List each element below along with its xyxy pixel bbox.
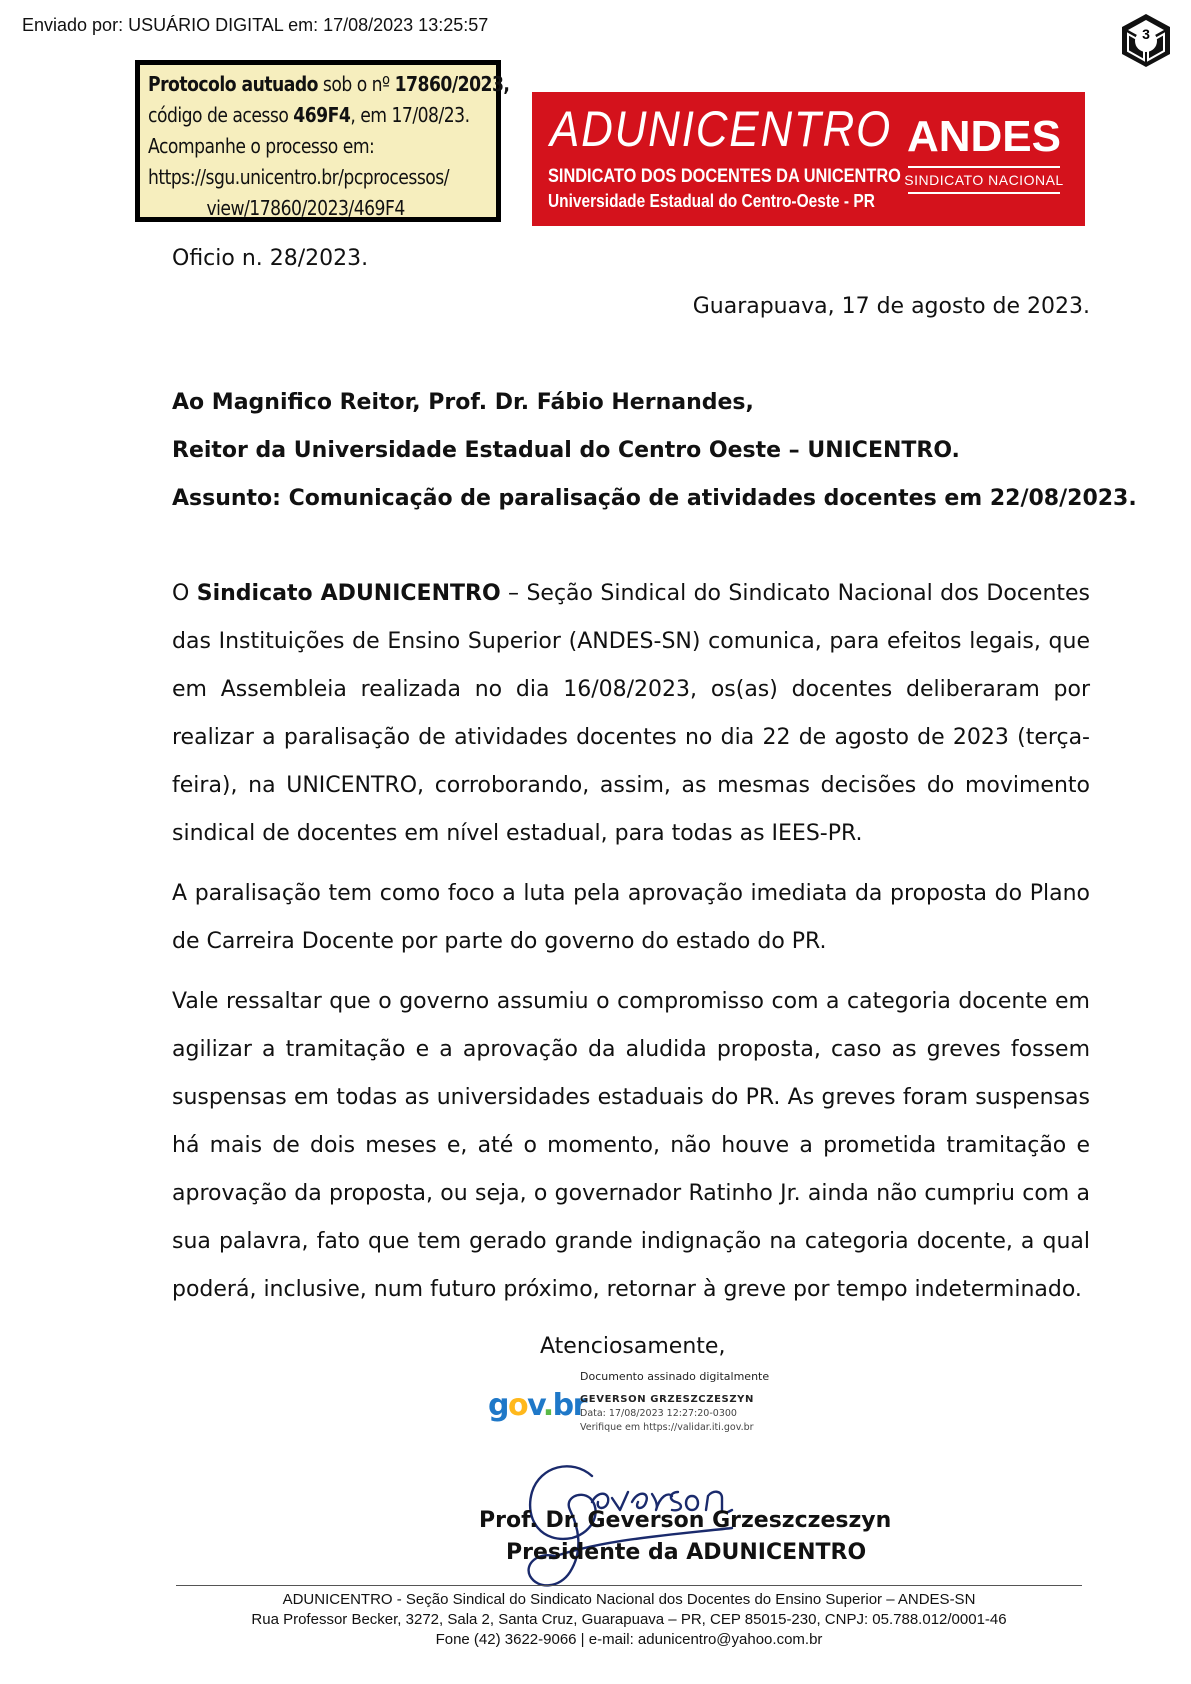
footer-contact: Fone (42) 3622-9066 | e-mail: adunicentro@yahoo.com.br xyxy=(435,1631,823,1648)
access-code-label: código de acesso xyxy=(148,103,294,127)
govbr-digital-signature xyxy=(485,1370,785,1442)
paragraph-1 xyxy=(172,570,1090,858)
digital-signature-label: Documento assinado digitalmente xyxy=(580,1370,770,1383)
logo-name: ADUNICENTRO xyxy=(550,101,893,157)
subject: Assunto: Comunicação de paralisação de atividades docentes em 22/08/2023. xyxy=(172,486,1137,511)
sent-by-stamp: Enviado por: USUÁRIO DIGITAL em: 17/08/2023 13:25:57 xyxy=(22,15,489,35)
andes-logo: ANDES xyxy=(906,112,1062,161)
closing: Atenciosamente, xyxy=(540,1334,726,1359)
signer-name: Prof. Dr. Geverson Grzeszczeszyn xyxy=(479,1508,892,1533)
paragraph-3-text: Vale ressaltar que o governo assumiu o compromisso com a categoria docente em agilizar a tramitação e a aprovação da aludida proposta, caso as greves fossem suspensas em todas as universidades estaduais do PR. As greves foram suspensas há mais de dois meses e, até o momento, não houve a prometida tramitação e aprovação da proposta, ou seja, o governador Ratinho Jr. ainda não cumpriu com a sua palavra, fato que tem gerado grande indignação na categoria docente, a qual poderá, inclusive, num futuro próximo, retornar à greve por tempo indeterminado. xyxy=(172,989,1090,1302)
govbr-logo: gov.br xyxy=(488,1388,586,1423)
protocol-date: , em 17/08/23. xyxy=(350,103,470,127)
digital-signature-verify: Verifique em https://validar.iti.gov.br xyxy=(580,1422,754,1433)
footer-org: ADUNICENTRO - Seção Sindical do Sindicato Nacional dos Docentes do Ensino Superior – ANDES-SN xyxy=(282,1591,976,1608)
paragraph-1-start: O xyxy=(172,581,197,606)
paragraph-1-text: – Seção Sindical do Sindicato Nacional dos Docentes das Instituições de Ensino Superior (ANDES-SN) comunica, para efeitos legais, que em Assembleia realizada no dia 16/08/2023, os(as) docentes deliberaram por realizar a paralisação de atividades docentes no dia 22 de agosto de 2023 (terça-feira), na UNICENTRO, corroborando, assim, as mesmas decisões do movimento sindical de docentes em nível estadual, para todas as IEES-PR. xyxy=(172,581,1091,846)
paragraph-2 xyxy=(172,870,1090,966)
addressee-role: Reitor da Universidade Estadual do Centro Oeste – UNICENTRO. xyxy=(172,438,960,463)
union-name: Sindicato ADUNICENTRO xyxy=(196,581,501,606)
andes-rule-top xyxy=(908,166,1060,168)
logo-university: Universidade Estadual do Centro-Oeste - PR xyxy=(548,191,875,211)
digital-signature-date: Data: 17/08/2023 12:27:20-0300 xyxy=(580,1408,737,1419)
protocol-stamp xyxy=(135,60,510,222)
signer-role: Presidente da ADUNICENTRO xyxy=(506,1540,867,1565)
digital-signer: GEVERSON GRZESZCZESZYN xyxy=(580,1394,754,1405)
page-number-badge xyxy=(1120,12,1172,68)
place-date: Guarapuava, 17 de agosto de 2023. xyxy=(692,294,1090,319)
access-code: 469F4 xyxy=(293,103,351,127)
paragraph-3 xyxy=(172,978,1090,1314)
andes-rule-bottom xyxy=(908,192,1060,194)
footer-address: Rua Professor Becker, 3272, Sala 2, Santa Cruz, Guarapuava – PR, CEP 85015-230, CNPJ: 05.788.012/0001-46 xyxy=(251,1611,1007,1628)
addressee: Ao Magnifico Reitor, Prof. Dr. Fábio Hernandes, xyxy=(172,390,754,415)
protocol-number: 17860/2023, xyxy=(394,72,510,96)
oficio-number: Oficio n. 28/2023. xyxy=(172,246,369,271)
andes-subtitle: SINDICATO NACIONAL xyxy=(904,172,1064,188)
process-url-line2[interactable]: view/17860/2023/469F4 xyxy=(206,196,405,220)
paragraph-2-text: A paralisação tem como foco a luta pela aprovação imediata da proposta do Plano de Carreira Docente por parte do governo do estado do PR. xyxy=(172,881,1090,954)
footer-divider xyxy=(176,1585,1082,1586)
logo-subtitle: SINDICATO DOS DOCENTES DA UNICENTRO xyxy=(548,166,901,187)
protocol-text: sob o nº xyxy=(317,72,395,96)
page-number: 3 xyxy=(1142,26,1150,42)
protocol-label: Protocolo autuado xyxy=(148,72,318,96)
process-url-line1[interactable]: https://sgu.unicentro.br/pcprocessos/ xyxy=(148,165,449,189)
adunicentro-logo xyxy=(532,92,1085,226)
follow-process-text: Acompanhe o processo em: xyxy=(148,134,375,158)
